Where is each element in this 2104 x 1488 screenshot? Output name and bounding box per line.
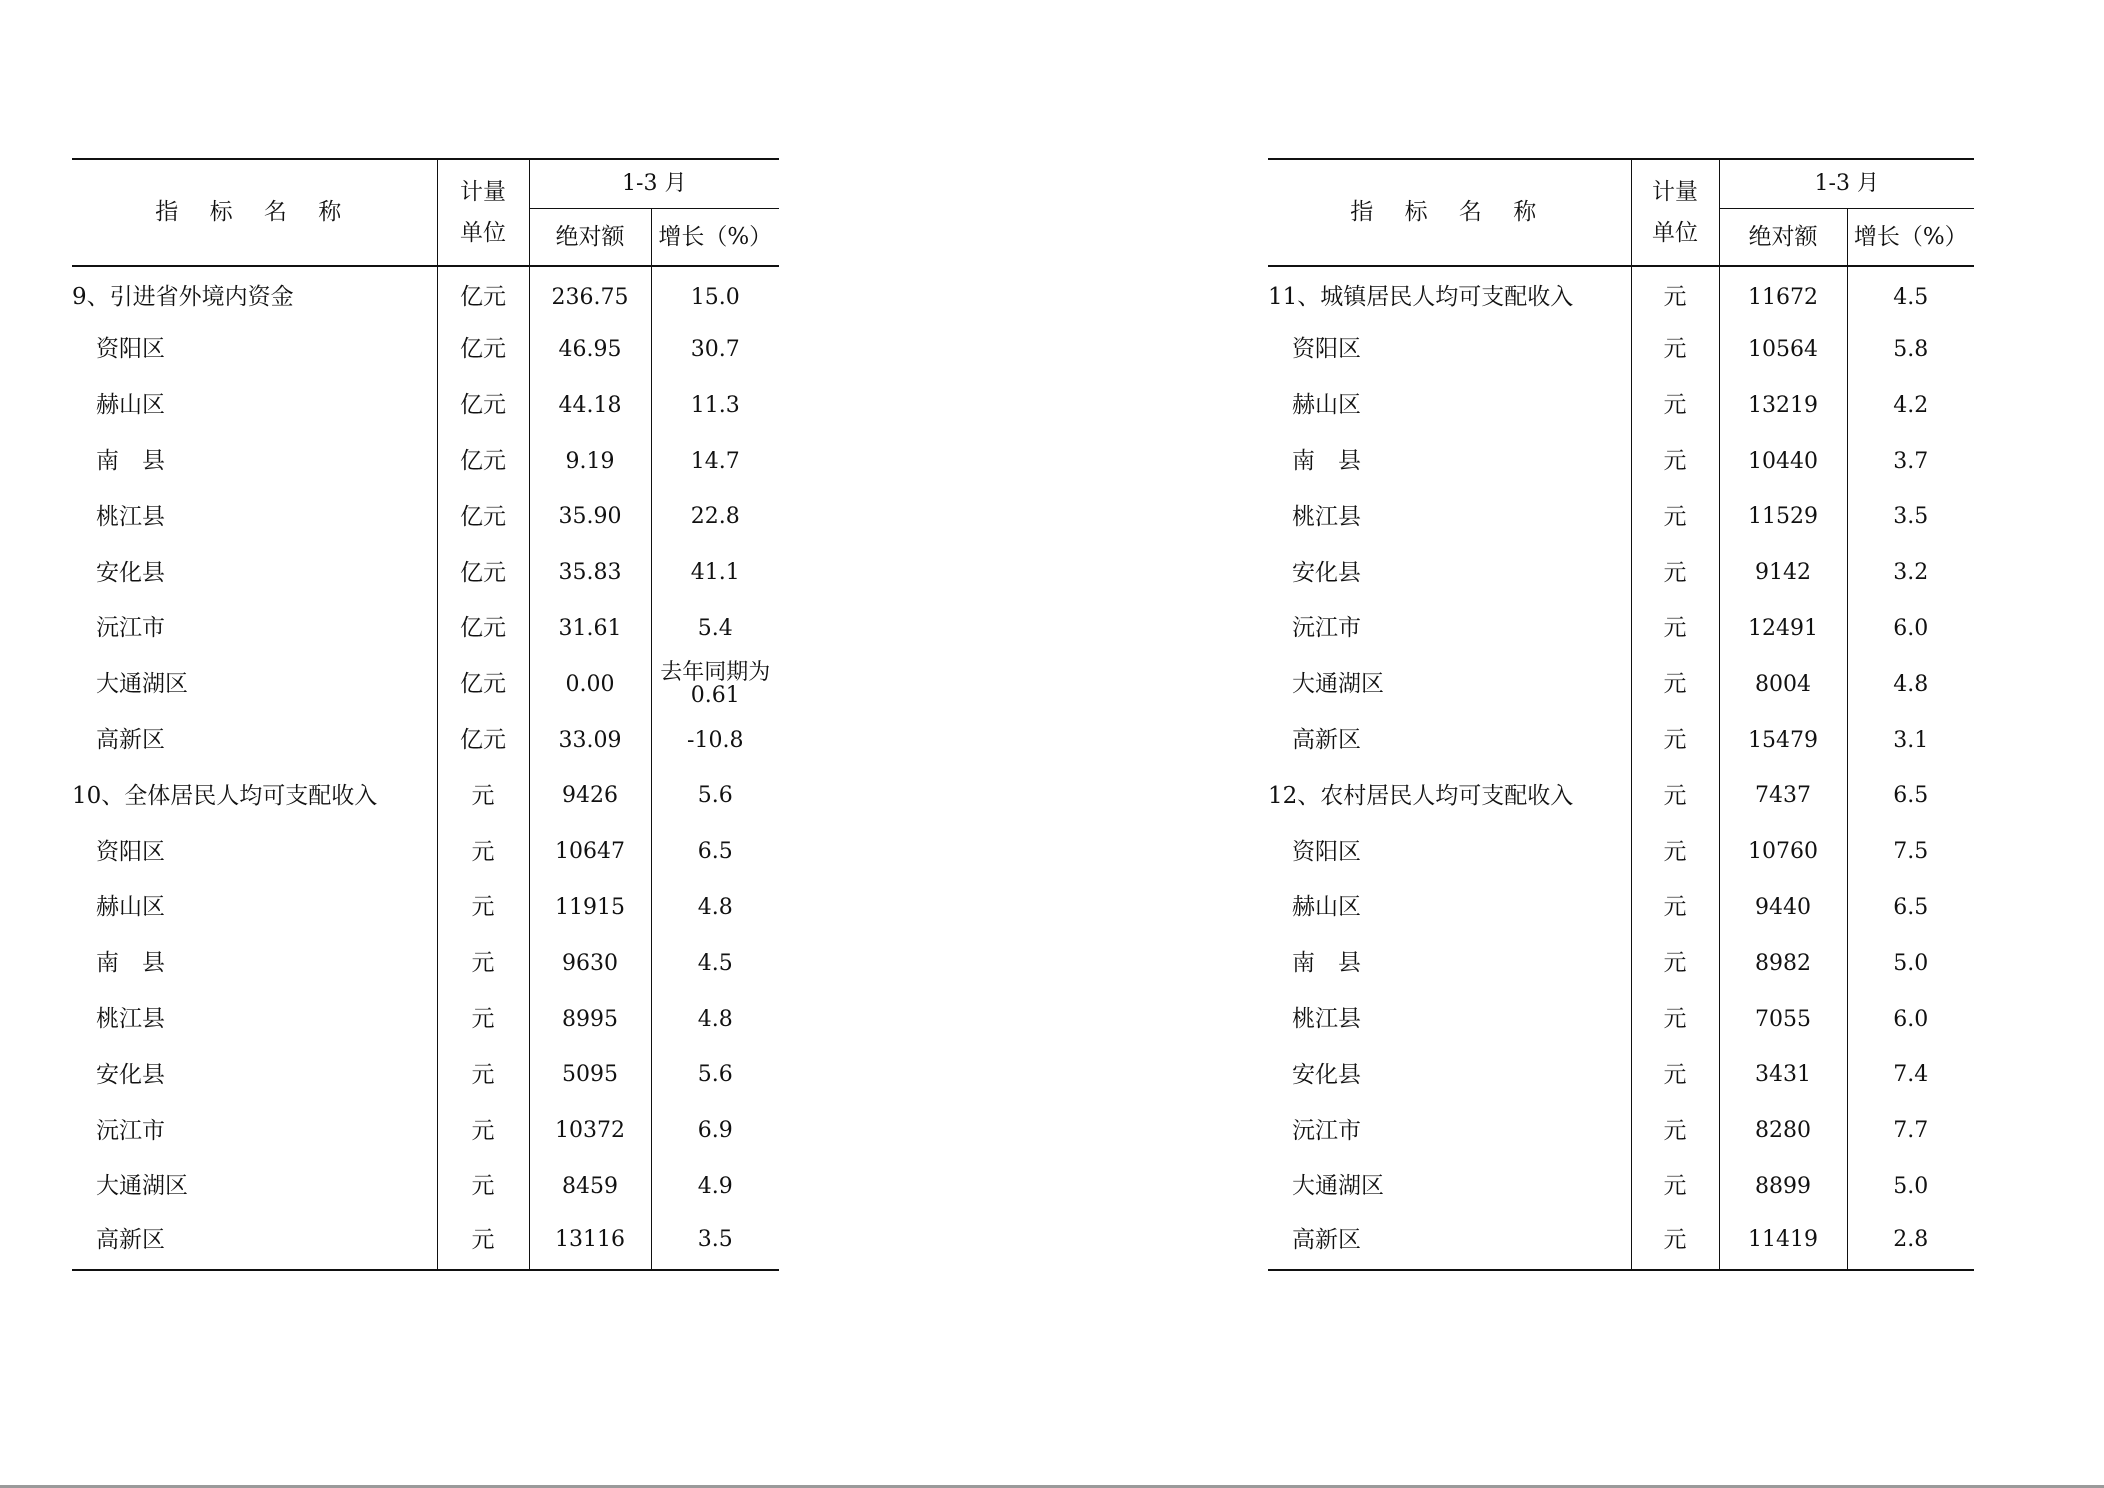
table-row [1268,657,1974,713]
unit-cell: 元 [1631,1159,1719,1215]
region-name: 赫山区 [96,894,165,921]
table-row [72,266,779,322]
region-name: 大通湖区 [96,1173,188,1200]
region-name: 南 县 [1292,950,1361,977]
growth-cell: 5.0 [1893,1174,1929,1199]
region-name: 高新区 [72,1215,437,1271]
growth-cell: 6.5 [1893,783,1929,809]
region-name: 大通湖区 [1292,671,1384,698]
absolute-value-cell: 7437 [1719,768,1847,824]
unit-cell: 亿元 [437,378,529,434]
growth-cell: 7.5 [1893,839,1929,865]
table-row [1268,991,1974,1047]
absolute-value-cell: 15479 [1719,712,1847,768]
unit-cell: 元 [1631,601,1719,657]
table-row [1268,824,1974,880]
growth-cell: 14.7 [690,448,740,474]
absolute-value-cell: 33.09 [529,712,651,768]
table-row [72,433,779,489]
header-indicator-name: 指 标 名 称 [1268,159,1631,266]
region-name: 南 县 [1292,448,1361,475]
absolute-value-cell: 13116 [529,1215,651,1271]
unit-cell: 元 [1631,1047,1719,1103]
table-row [1268,1047,1974,1103]
region-name: 南 县 [96,950,165,977]
region-name: 大通湖区 [1292,1173,1384,1200]
region-name: 桃江县 [1292,503,1361,530]
indicator-name: 10、全体居民人均可支配收入 [72,782,378,809]
region-name: 高新区 [1292,727,1361,754]
unit-cell: 元 [1631,936,1719,992]
unit-cell: 亿元 [437,657,529,713]
table-row [72,1047,779,1103]
growth-cell: 4.8 [697,895,733,921]
growth-cell: 6.0 [1893,1006,1929,1032]
header-unit-line2: 单位 [460,219,506,246]
absolute-value-cell: 35.90 [529,489,651,545]
region-name: 沅江市 [96,615,165,642]
unit-cell: 元 [1631,322,1719,378]
table-row [72,601,779,657]
absolute-value-cell: 46.95 [529,322,651,378]
table-row [1268,712,1974,768]
region-name: 赫山区 [96,392,165,419]
statistics-table-left [72,158,779,1271]
unit-cell: 元 [437,936,529,992]
growth-cell: 2.8 [1847,1215,1974,1271]
growth-cell: 6.9 [697,1118,733,1144]
unit-cell: 元 [1631,1103,1719,1159]
growth-cell: 4.5 [697,950,733,976]
absolute-value-cell: 11672 [1719,266,1847,322]
table-row [72,768,779,824]
table-row [72,322,779,378]
growth-cell: 6.0 [1893,616,1929,642]
header-unit-line2: 单位 [1652,219,1698,246]
growth-cell: 去年同期为0.61 [660,660,771,709]
region-name: 安化县 [1292,559,1361,586]
header-unit-line1: 计量 [1652,179,1698,206]
unit-cell: 元 [1631,880,1719,936]
indicator-name: 9、引进省外境内资金 [72,284,294,311]
unit-cell: 元 [1631,433,1719,489]
growth-cell: 22.8 [690,504,740,530]
absolute-value-cell: 8995 [529,991,651,1047]
table-row [1268,880,1974,936]
unit-cell: 元 [1631,378,1719,434]
table-row [72,489,779,545]
table-row [72,657,779,713]
absolute-value-cell: 8982 [1719,936,1847,992]
region-name: 沅江市 [1292,615,1361,642]
table-row [72,1159,779,1215]
growth-cell: 3.1 [1893,727,1929,753]
absolute-value-cell: 8280 [1719,1103,1847,1159]
absolute-value-cell: 10760 [1719,824,1847,880]
table-row [1268,489,1974,545]
table-row [72,936,779,992]
table-row [72,378,779,434]
growth-cell: 7.4 [1893,1062,1929,1088]
region-name: 大通湖区 [96,671,188,698]
table-row [1268,266,1974,322]
absolute-value-cell: 12491 [1719,601,1847,657]
growth-cell: 3.5 [1893,504,1929,530]
growth-cell: 11.3 [690,392,740,418]
unit-cell: 元 [1631,545,1719,601]
absolute-value-cell: 9.19 [529,433,651,489]
growth-cell: 6.5 [1893,895,1929,921]
absolute-value-cell: 9440 [1719,880,1847,936]
unit-cell: 元 [1631,489,1719,545]
absolute-value-cell: 11915 [529,880,651,936]
growth-cell: 5.6 [697,1062,733,1088]
region-name: 安化县 [96,559,165,586]
indicator-name: 12、农村居民人均可支配收入 [1268,782,1574,809]
header-unit [437,159,529,266]
region-name: 安化县 [96,1061,165,1088]
table-row [72,1103,779,1159]
table-body-right [1268,266,1974,1270]
absolute-value-cell: 10564 [1719,322,1847,378]
absolute-value-cell: 11529 [1719,489,1847,545]
region-name: 桃江县 [96,503,165,530]
unit-cell: 元 [437,991,529,1047]
unit-cell: 元 [1631,1215,1719,1271]
unit-cell: 元 [1631,991,1719,1047]
absolute-value-cell: 236.75 [529,266,651,322]
unit-cell: 元 [1631,266,1719,322]
absolute-value-cell: 31.61 [529,601,651,657]
region-name: 安化县 [1292,1061,1361,1088]
growth-cell: 3.5 [651,1215,779,1271]
absolute-value-cell: 10372 [529,1103,651,1159]
header-period: 1-3 月 [1719,159,1974,208]
growth-cell: 6.5 [697,839,733,865]
statistics-table-right [1268,158,1974,1271]
growth-cell: 5.0 [1893,950,1929,976]
header-unit [1631,159,1719,266]
growth-cell: 5.4 [697,616,733,642]
absolute-value-cell: 10647 [529,824,651,880]
table-row [72,880,779,936]
region-name: 桃江县 [96,1006,165,1033]
region-name: 沅江市 [96,1117,165,1144]
absolute-value-cell: 10440 [1719,433,1847,489]
region-name: 赫山区 [1292,894,1361,921]
indicator-name: 11、城镇居民人均可支配收入 [1268,284,1574,311]
header-growth: 增长（%） [651,208,779,266]
growth-cell: 3.7 [1893,448,1929,474]
table-row [1268,768,1974,824]
header-unit-line1: 计量 [460,179,506,206]
header-absolute: 绝对额 [1719,208,1847,266]
growth-cell: 15.0 [690,284,740,310]
growth-cell: 5.8 [1893,337,1929,363]
unit-cell: 亿元 [437,433,529,489]
absolute-value-cell: 8899 [1719,1159,1847,1215]
table-row [72,1215,779,1271]
growth-cell: 4.9 [697,1174,733,1199]
unit-cell: 元 [437,768,529,824]
table-row [1268,1215,1974,1271]
growth-cell: 7.7 [1893,1118,1929,1144]
unit-cell: 元 [1631,768,1719,824]
table-row [1268,936,1974,992]
absolute-value-cell: 8459 [529,1159,651,1215]
growth-cell: 4.5 [1893,284,1929,310]
growth-cell: 30.7 [690,337,740,363]
header-indicator-name: 指 标 名 称 [72,159,437,266]
growth-cell: 3.2 [1893,560,1929,586]
absolute-value-cell: 8004 [1719,657,1847,713]
table-row [72,991,779,1047]
unit-cell: 元 [1631,712,1719,768]
unit-cell: 元 [437,1047,529,1103]
unit-cell: 亿元 [437,601,529,657]
unit-cell: 亿元 [437,545,529,601]
growth-cell: 4.2 [1893,392,1929,418]
absolute-value-cell: 7055 [1719,991,1847,1047]
region-name: 南 县 [96,448,165,475]
unit-cell: 亿元 [437,322,529,378]
region-name: 高新区 [1268,1215,1631,1271]
absolute-value-cell: 9142 [1719,545,1847,601]
absolute-value-cell: 5095 [529,1047,651,1103]
table-row [1268,1103,1974,1159]
absolute-value-cell: 3431 [1719,1047,1847,1103]
absolute-value-cell: 0.00 [529,657,651,713]
region-name: 资阳区 [1292,838,1361,865]
region-name: 桃江县 [1292,1006,1361,1033]
region-name: 赫山区 [1292,392,1361,419]
absolute-value-cell: 44.18 [529,378,651,434]
table-row [1268,378,1974,434]
absolute-value-cell: 9426 [529,768,651,824]
growth-cell: -10.8 [687,727,744,753]
region-name: 资阳区 [96,838,165,865]
absolute-value-cell: 9630 [529,936,651,992]
header-absolute: 绝对额 [529,208,651,266]
table-row [72,712,779,768]
table-row [1268,601,1974,657]
table-row [1268,1159,1974,1215]
table-row [1268,433,1974,489]
unit-cell: 元 [437,880,529,936]
growth-cell: 41.1 [690,560,740,586]
unit-cell: 元 [1631,657,1719,713]
region-name: 沅江市 [1292,1117,1361,1144]
unit-cell: 亿元 [437,266,529,322]
unit-cell: 亿元 [437,712,529,768]
table-row [72,824,779,880]
growth-cell: 4.8 [697,1006,733,1032]
table-row [1268,322,1974,378]
unit-cell: 元 [437,1159,529,1215]
region-name: 高新区 [96,727,165,754]
absolute-value-cell: 35.83 [529,545,651,601]
unit-cell: 亿元 [437,489,529,545]
unit-cell: 元 [437,824,529,880]
table-body-left [72,266,779,1270]
unit-cell: 元 [437,1103,529,1159]
growth-cell: 4.8 [1893,671,1929,697]
table-row [1268,545,1974,601]
growth-cell: 5.6 [697,783,733,809]
header-period: 1-3 月 [529,159,779,208]
absolute-value-cell: 13219 [1719,378,1847,434]
table-row [72,545,779,601]
region-name: 资阳区 [96,336,165,363]
region-name: 资阳区 [1292,336,1361,363]
unit-cell: 元 [437,1215,529,1271]
unit-cell: 元 [1631,824,1719,880]
header-growth: 增长（%） [1847,208,1974,266]
absolute-value-cell: 11419 [1719,1215,1847,1271]
